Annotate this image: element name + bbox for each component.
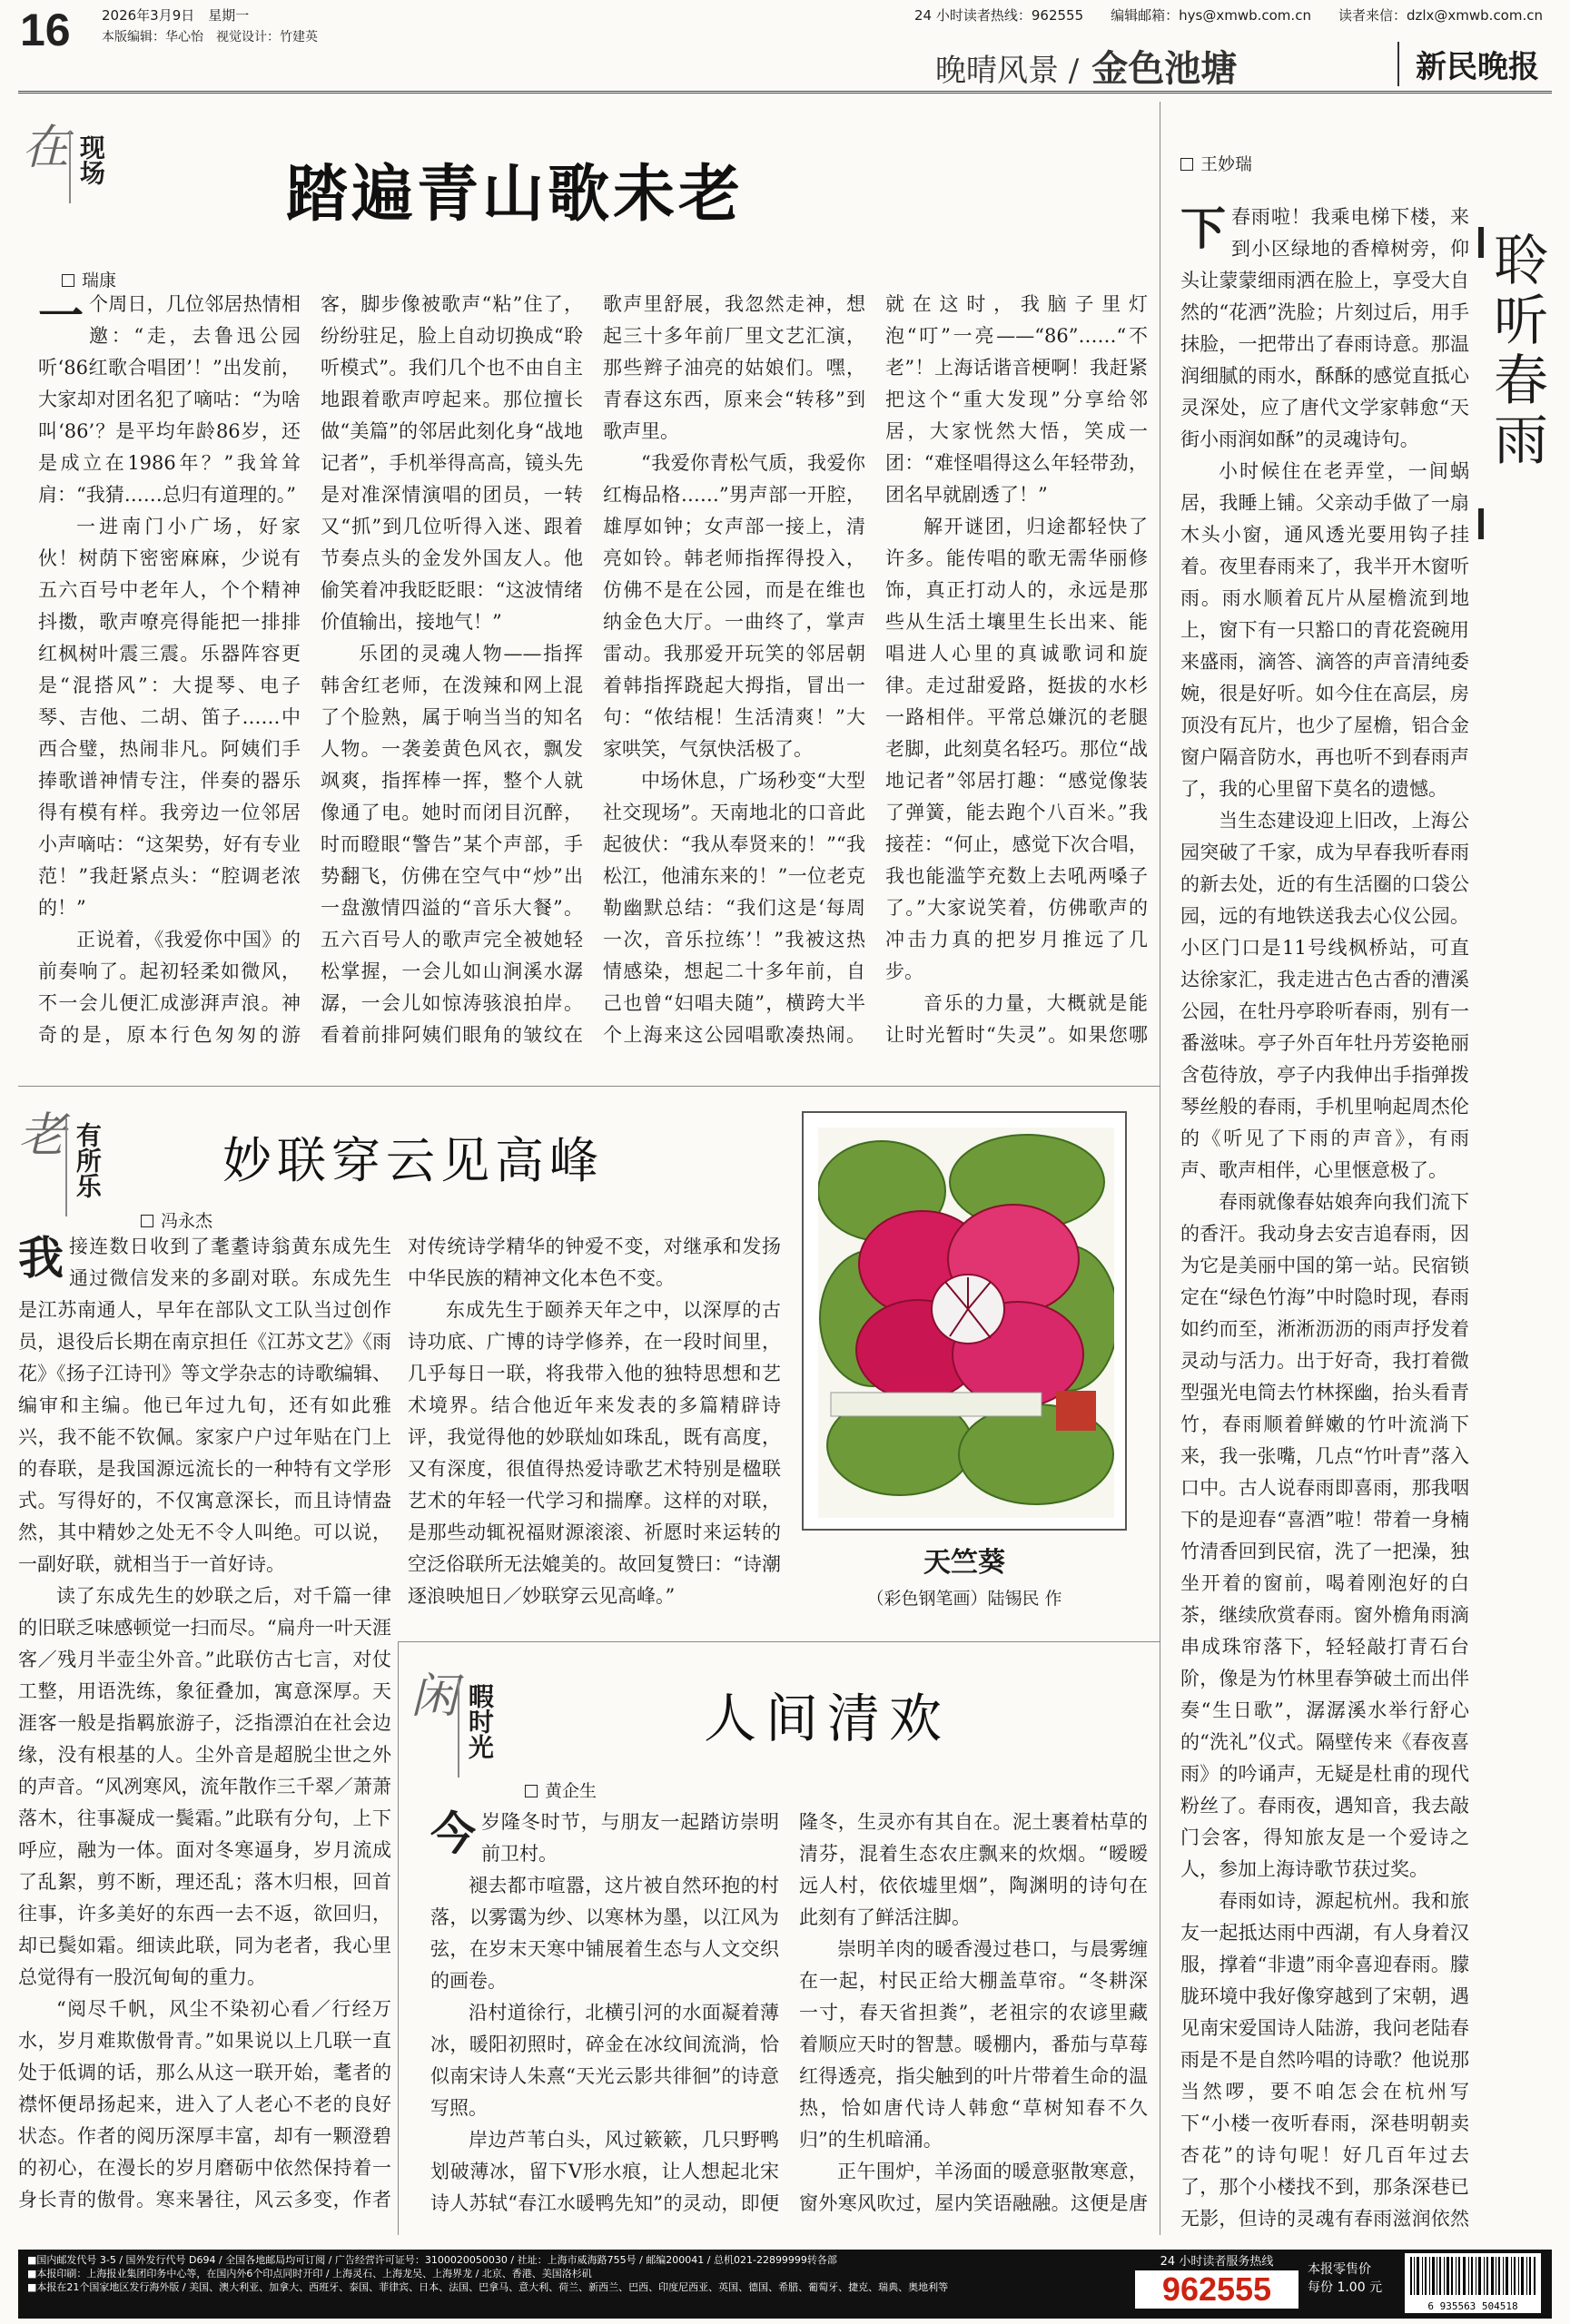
article1-title: 踏遍青山歌未老: [286, 158, 745, 231]
geranium-illustration: [818, 1128, 1114, 1518]
flower-artwork: [802, 1111, 1127, 1531]
article1-byline: 瑞康: [62, 267, 116, 291]
issue-date: 2026年3月9日 星期一: [102, 7, 250, 24]
service-hotline: 24 小时读者服务热线 962555: [1135, 2251, 1298, 2309]
divider-horizontal-2: [398, 1641, 1160, 1642]
article2-body: 下春雨啦！我乘电梯下楼，来到小区绿地的香樟树旁，仰头让蒙蒙细雨洒在脸上，享受大自然的“花洒”洗脸；片刻过后，用手抹脸，一把带出了春雨诗意。那温润细腻的雨水，酥酥的感觉直抵心灵深处，应了唐代文学家韩愈“天街小雨润如酥”的灵魂诗句。 小时候住在老弄堂，一间蜗居，我睡上铺。父亲动手做了一扇木头小窗，通风透光要用钩子挂着。夜里春雨来了，我半开木窗听雨。雨水顺着瓦片从屋檐流到地上，窗下有一只豁口的青花瓷碗用来盛雨，滴答、滴答的声音清纯委婉，很是好听。如今住在高层，房顶没有瓦片，也少了屋檐，铝合金窗户隔音防水，再也听不到春雨声了，我的心里留下莫名的遗憾。 当生态建设迎上旧改，上海公园突破了千家，成为早春我听春雨的新去处，近的有生活圈的口袋公园，远的有地铁送我去心仪公园。小区门口是11号线枫桥站，可直达徐家汇，我走进古色古香的漕溪公园，在牡丹亭聆听春雨，别有一番滋味。亭子外百年牡丹芳姿艳丽含苞待放，亭子内我伸出手指弹拨琴丝般的春雨，手机里响起周杰伦的《听见了下雨的声音》，有雨声、歌声相伴，心里惬意极了。 春雨就像春姑娘奔向我们流下的香汗。我动身去安吉追春雨，因为它是美丽中国的第一站。民宿锁定在“绿色竹海”中时隐时现，春雨如约而至，淅淅沥沥的雨声抒发着灵动与活力。出于好奇，我打着微型强光电筒去竹林探幽，抬头看青竹，春雨顺着鲜嫩的竹叶流淌下来，我一张嘴，几点“竹叶青”落入口中。古人说春雨即喜雨，那我咽下的是迎春“喜酒”啦！带着一身楠竹清香回到民宿，洗了一把澡，独坐开着的窗前，喝着刚泡好的白茶，继续欣赏春雨。窗外檐角雨滴串成珠帘落下，轻轻敲打青石台阶，像是为竹林里春笋破土而出伴奏“生日歌”，潺潺溪水举行舒心的“洗礼”仪式。隔壁传来《春夜喜雨》的吟诵声，无疑是杜甫的现代粉丝了。春雨夜，遇知音，我去敲门会客，得知旅友是一个爱诗之人，参加上海诗歌节获过奖。 春雨如诗，源起杭州。我和旅友一起抵达雨中西湖，有人身着汉服，撑着“非遗”雨伞喜迎春雨。朦胧环境中我好像穿越到了宋朝，遇见南宋爱国诗人陆游，我问老陆春雨是不是自然吟唱的诗歌？他说那当然啰，要不咱怎会在杭州写下“小楼一夜听春雨，深巷明朝卖杏花”的诗句呢！好几百年过去了，那个小楼找不到，那条深巷已无影，但诗的灵魂有春雨滋润依然: [1180, 202, 1469, 2230]
article4-body: 今岁隆冬时节，与朋友一起踏访崇明前卫村。 褪去都市喧嚣，这片被自然环抱的村落，以雾霭为纱、以寒林为墨，以江风为弦，在岁末天寒中铺展着生态与人文交织的画卷。 沿村道徐行，北横引河的水面凝着薄冰，暖阳初照时，碎金在冰纹间流淌，恰似南宋诗人朱熹“天光云影共徘徊”的诗意写照。 岸边芦苇白头，风过簌簌，几只野鸭划破薄冰，留下V形水痕，让人想起北宋诗人苏轼“春江水暖鸭先知”的灵动，即便隆冬，生灵亦有其自在。泥土裹着枯草的清芬，混着生态农庄飘来的炊烟。“暧暧远人村，依依墟里烟”，陶渊明的诗句在此刻有了鲜活注脚。 崇明羊肉的暖香漫过巷口，与晨雾缠在一起，村民正给大棚盖草帘。“冬耕深一寸，春天省担粪”，老祖宗的农谚里藏着顺应天时的智慧。暖棚内，番茄与草莓红得透亮，指尖触到的叶片带着生命的温热，恰如唐代诗人韩愈“草树知春不久归”的生机暗涌。 正午围炉，羊汤面的暖意驱散寒意，窗外寒风吹过，屋内笑语融融。这便是唐: [430, 1807, 1148, 2214]
hotline: 24 小时读者热线：962555: [914, 7, 1084, 24]
artwork-title: 天竺葵: [923, 1547, 1005, 1579]
paper-logo: 新民晚报: [1397, 42, 1539, 86]
tag-xiashiguang: 闲 暇时光: [410, 1658, 499, 1777]
article4-byline: 黄企生: [525, 1777, 597, 1802]
section-title: 晚晴风景 / 金色池塘: [935, 47, 1238, 90]
article4-title: 人间清欢: [704, 1688, 952, 1749]
article3-body: 我接连数日收到了耄耋诗翁黄东成先生通过微信发来的多副对联。东成先生是江苏南通人，早年在部队文工队当过创作员，退役后长期在南京担任《江苏文艺》《雨花》《扬子江诗刊》等文学杂志的诗歌编辑、编审和主编。他已年过九旬，还有如此雅兴，我不能不钦佩。家家户户过年贴在门上的春联，是我国源远流长的一种特有文学形式。写得好的，不仅寓意深长，而且诗情盎然，其中精妙之处无不令人叫绝。可以说，一副好联，就相当于一首好诗。 读了东成先生的妙联之后，对千篇一律的旧联乏味感顿觉一扫而尽。“扁舟一叶天涯客／残月半壶尘外音。”此联仿古七言，对仗工整，用语洗练，象征叠加，寓意深厚。天涯客一般是指羁旅游子，泛指漂泊在社会边缘，没有根基的人。尘外音是超脱尘世之外的声音。“风冽寒风，流年散作三千翠／萧萧落木，往事凝成一鬓霜。”此联有分句，上下呼应，融为一体。面对冬寒逼身，岁月流成了乱絮，剪不断，理还乱；落木归根，回首往事，许多美好的东西一去不返，欲回归，却已鬓如霜。细读此联，同为老者，我心里总觉得有一股沉甸甸的重力。 “阅尽千帆，风尘不染初心看／行经万水，岁月难欺傲骨青。”如果说以上几联一直处于低调的话，那么从这一联开始，耄者的襟怀便昂扬起来，进入了人老心不老的良好状态。作者的阅历深厚丰富，却有一颗澄碧的初心，在漫长的岁月磨砺中依然保持着一身长青的傲骨。寒来暑往，风云多变，作者对传统诗学精华的钟爱不变，对继承和发扬中华民族的精神文化本色不变。 东成先生于颐养天年之中，以深厚的古诗功底、广博的诗学修养，在一段时间里，几乎每日一联，将我带入他的独特思想和艺术境界。结合他近年来发表的多篇精辟诗评，我觉得他的妙联灿如珠乱，既有高度，又有深度，很值得热爱诗歌艺术特别是楹联艺术的年轻一代学习和揣摩。这样的对联，是那些动辄祝福财源滚滚、祈愿时来运转的空泛俗联所无法媲美的。故回复赞曰：“诗潮逐浪映旭日／妙联穿云见高峰。”: [18, 1231, 781, 2211]
tag-yousuole: 老 有所乐: [18, 1097, 106, 1216]
footer-bar: [18, 2250, 1552, 2319]
barcode-number: 6 935563 504518: [1427, 2300, 1518, 2312]
article2-byline: 王妙瑞: [1180, 151, 1252, 175]
artwork-caption: [802, 1540, 1127, 1610]
article1-body: 一个周日，几位邻居热情相邀：“走，去鲁迅公园听‘86红歌合唱团’！”出发前，大家却对团名犯了嘀咕：“为啥叫‘86’？是平均年龄86岁，还是成立在1986年？”我耸耸肩：“我猜……总归有道理的。” 一进南门小广场，好家伙！树荫下密密麻麻，少说有五六百号中老年人，个个精神抖擞，歌声嘹亮得能把一排排红枫树叶震三震。乐器阵容更是“混搭风”：大提琴、电子琴、吉他、二胡、笛子……中西合璧，热闹非凡。阿姨们手捧歌谱神情专注，伴奏的器乐得有模有样。我旁边一位邻居小声嘀咕：“这架势，好有专业范！”我赶紧点头：“腔调老浓的！” 正说着，《我爱你中国》的前奏响了。起初轻柔如微风，不一会儿便汇成澎湃声浪。神奇的是，原本行色匆匆的游客，脚步像被歌声“粘”住了，纷纷驻足，脸上自动切换成“聆听模式”。我们几个也不由自主地跟着歌声哼起来。那位擅长做“美篇”的邻居此刻化身“战地记者”，手机举得高高，镜头先是对准深情演唱的团员，一转又“抓”到几位听得入迷、跟着节奏点头的金发外国友人。他偷笑着冲我眨眨眼：“这波情绪价值输出，接地气！” 乐团的灵魂人物——指挥韩舍红老师，在泼辣和网上混了个脸熟，属于响当当的知名人物。一袭姜黄色风衣，飘发飒爽，指挥棒一挥，整个人就像通了电。她时而闭目沉醉，时而瞪眼“警告”某个声部，手势翻飞，仿佛在空气中“炒”出一盘激情四溢的“音乐大餐”。五六百号人的歌声完全被她轻松掌握，一会儿如山涧溪水潺潺，一会儿如惊涛骇浪拍岸。看着前排阿姨们眼角的皱纹在歌声里舒展，我忽然走神，想起三十多年前厂里文艺汇演，那些辫子油亮的姑娘们。嘿，青春这东西，原来会“转移”到歌声里。 “我爱你青松气质，我爱你红梅品格……”男声部一开腔，雄厚如钟；女声部一接上，清亮如铃。韩老师指挥得投入，仿佛不是在公园，而是在维也纳金色大厅。一曲终了，掌声雷动。我那爱开玩笑的邻居朝着韩指挥跷起大拇指，冒出一句：“侬结棍！生活清爽！”大家哄笑，气氛快活极了。 中场休息，广场秒变“大型社交现场”。天南地北的口音此起彼伏：“我从奉贤来的！”“我松江，他浦东来的！”一位老克勒幽默总结：“我们这是‘每周一次，音乐拉练’！”我被这热情感染，想起二十多年前，自己也曾“妇唱夫随”，横跨大半个上海来这公园唱歌凑热闹。就在这时，我脑子里灯泡“叮”一亮——“86”……“不老”！上海话谐音梗啊！我赶紧把这个“重大发现”分享给邻居，大家恍然大悟，笑成一团：“难怪唱得这么年轻带劲，团名早就剧透了！” 解开谜团，归途都轻快了许多。能传唱的歌无需华丽修饰，真正打动人的，永远是那些从生活土壤里生长出来、能唱进人心里的真诚歌词和旋律。走过甜爱路，挺拔的水杉一路相伴。平常总嫌沉的老腿老脚，此刻莫名轻巧。那位“战地记者”邻居打趣：“感觉像装了弹簧，能去跑个八百米。”我接茬：“何止，感觉下次合唱，我也能滥竽充数上去吼两嗓子了。”大家说笑着，仿佛歌声的冲击力真的把岁月推远了几步。 音乐的力量，大概就是能让时光暂时“失灵”。如果您哪: [38, 289, 1148, 1046]
divider-horizontal: [18, 1086, 1160, 1087]
artist-seal: [1056, 1391, 1096, 1431]
price-info: 本报零售价 每份 1.00 元: [1308, 2262, 1383, 2295]
tag-xianchang: 在 现场: [22, 109, 110, 203]
header-contacts: [914, 5, 1543, 25]
divider-vertical-2: [398, 1641, 399, 2235]
editors: 本版编辑：华心怡 视觉设计：竹建英: [102, 30, 318, 44]
title-bar-bottom: [1478, 508, 1484, 539]
letters-email[interactable]: 读者来信：dzlx@xmwb.com.cn: [1338, 7, 1543, 24]
article3-title: 妙联穿云见高峰: [222, 1132, 604, 1189]
article2-title: 聆听春雨: [1485, 231, 1548, 471]
article3-byline: 冯永杰: [141, 1207, 212, 1232]
page-number: 16: [20, 5, 71, 55]
edit-email[interactable]: 编辑邮箱：hys@xmwb.com.cn: [1111, 7, 1311, 24]
artwork-credit: （彩色钢笔画）陆锡民 作: [866, 1589, 1062, 1609]
header-rule: [18, 91, 1552, 94]
footer-info: ■国内邮发代号 3-5 / 国外发行代号 D694 / 全国各地邮局均可订阅 / 广告经营许可证号：3100020050030 / 社址：上海市威海路755号 / 邮编200041 / 总机021-22899999转各部 ■本报印刷：上海报业集团印务中心等，在国内外6个印点同时开印 / 上海灵石、上海龙吴、上海界龙 / 北京、香港、美国洛杉矶 ■本报在21个国家地区发行海外版 / 美国、澳大利亚、加拿大、西班牙、泰国、菲律宾、日本、法国、巴拿马、意大利、荷兰、新西兰、巴西、印度尼西亚、英国、德国、希腊、葡萄牙、捷克、瑞典、奥地利等: [27, 2254, 949, 2293]
